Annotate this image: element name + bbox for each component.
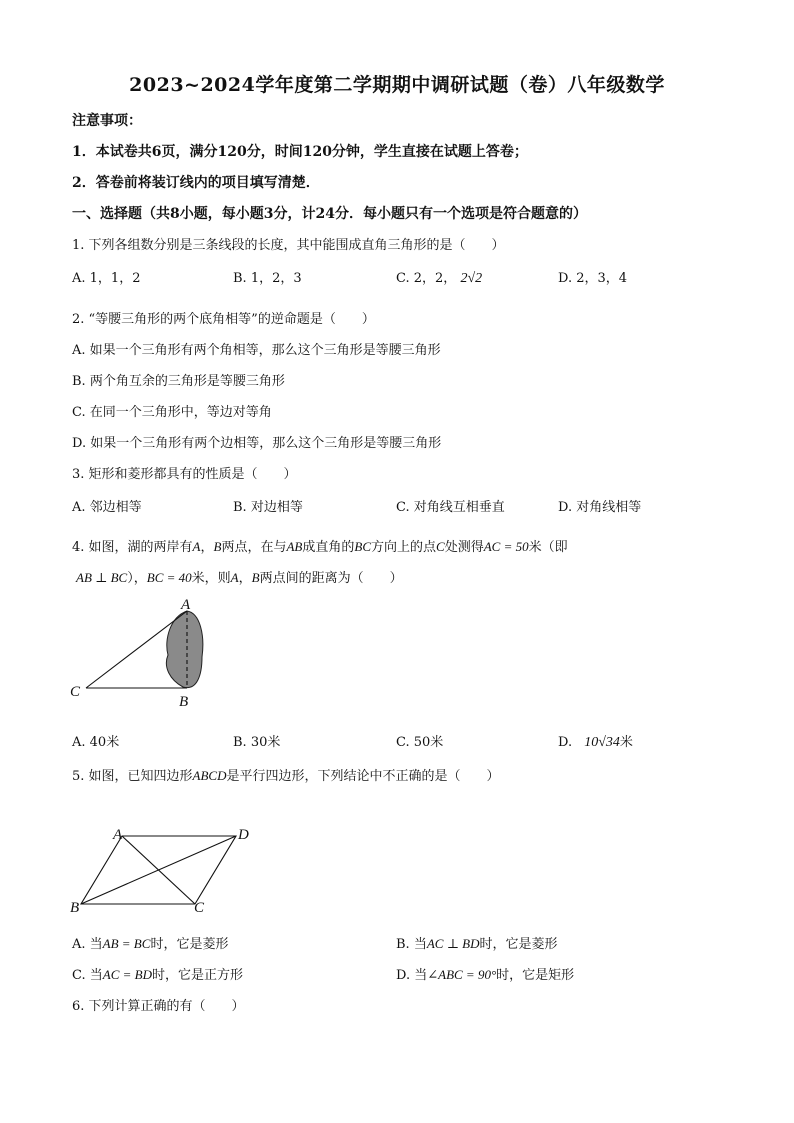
- question-4-stem-line-1: [72, 536, 568, 555]
- math-ABCD: ABCD: [192, 768, 227, 783]
- stem-text: 米（即: [528, 540, 568, 555]
- option-text: B. 当: [396, 937, 427, 952]
- question-5-stem: [72, 765, 500, 784]
- notice-item-1: 1．本试卷共6页，满分120分，时间120分钟，学生直接在试题上答卷；: [72, 144, 528, 160]
- stem-text: ），: [127, 571, 147, 586]
- question-3-option-c: C. 对角线互相垂直: [396, 500, 505, 515]
- math-perpendicular: AB ⊥ BC: [76, 570, 128, 585]
- question-1-option-b: B. 1，2，3: [233, 271, 302, 286]
- section-heading-choice: 一、选择题（共8小题，每小题3分，计24分．每小题只有一个选项是符合题意的）: [72, 206, 587, 222]
- stem-text: 两点，在与: [221, 540, 287, 555]
- math-A: A: [192, 539, 201, 554]
- option-text: A. 当: [72, 937, 103, 952]
- question-3-stem: 3. 矩形和菱形都具有的性质是（ ）: [72, 467, 297, 482]
- stem-text: 4. 如图，湖的两岸有: [72, 540, 193, 555]
- option-text: D. 当: [396, 968, 428, 983]
- option-d-label: D.: [558, 735, 573, 750]
- option-d-unit: 米: [619, 735, 633, 750]
- diagonal-bd: [81, 836, 236, 904]
- option-math: AB = BC: [102, 936, 151, 951]
- option-text: C. 当: [72, 968, 103, 983]
- question-5-option-d: [396, 964, 574, 983]
- question-4-option-a: A. 40米: [72, 735, 120, 750]
- question-4-option-d: [558, 731, 633, 751]
- question-5-option-b: [396, 933, 558, 952]
- stem-text: 米，则: [191, 571, 231, 586]
- question-3-option-b: B. 对边相等: [233, 500, 303, 515]
- question-2-option-d: D. 如果一个三角形有两个边相等，那么这个三角形是等腰三角形: [72, 436, 442, 451]
- notice-item-2: 2．答卷前将装订线内的项目填写清楚．: [72, 175, 320, 191]
- math-BC: BC: [354, 539, 372, 554]
- math-ac-length: AC = 50: [483, 539, 529, 554]
- question-3-option-a: A. 邻边相等: [72, 500, 142, 515]
- label-C: C: [70, 684, 81, 700]
- question-1-stem: 1. 下列各组数分别是三条线段的长度，其中能围成直角三角形的是（ ）: [72, 238, 505, 253]
- question-2-option-a: A. 如果一个三角形有两个角相等，那么这个三角形是等腰三角形: [72, 343, 441, 358]
- math-AB: AB: [286, 539, 303, 554]
- math-A: A: [230, 570, 239, 585]
- question-1-option-a: A. 1，1，2: [72, 271, 141, 286]
- label-A: A: [181, 597, 191, 613]
- option-d-math: 10√34: [584, 735, 620, 750]
- question-4-option-b: B. 30米: [233, 735, 281, 750]
- math-bc-length: BC = 40: [146, 570, 192, 585]
- stem-text: 成直角的: [302, 540, 355, 555]
- page-title: 2023~2024学年度第二学期期中调研试题（卷）八年级数学: [129, 74, 665, 96]
- option-math: AC = BD: [102, 967, 152, 982]
- stem-text: 5. 如图，已知四边形: [72, 769, 193, 784]
- question-5-option-a: [72, 933, 228, 952]
- math-B: B: [251, 570, 260, 585]
- option-text: 时，它是正方形: [151, 968, 243, 983]
- question-4-option-c: C. 50米: [396, 735, 444, 750]
- question-4-stem-line-2: [76, 567, 403, 586]
- label-D: D: [238, 827, 249, 843]
- option-text: 时，它是矩形: [496, 968, 575, 983]
- label-A: A: [113, 827, 123, 843]
- lake-triangle-figure: [60, 595, 230, 715]
- notice-heading: 注意事项：: [72, 113, 142, 129]
- option-c-text: C. 2，2，: [396, 271, 457, 286]
- option-math: AC ⊥ BD: [426, 936, 480, 951]
- question-2-stem: 2. “等腰三角形的两个底角相等”的逆命题是（ ）: [72, 312, 375, 327]
- question-5-option-c: [72, 964, 243, 983]
- option-text: 时，它是菱形: [479, 937, 558, 952]
- parallelogram-figure: [60, 820, 260, 920]
- math-B: B: [213, 539, 222, 554]
- stem-text: ，: [238, 571, 252, 586]
- question-2-option-b: B. 两个角互余的三角形是等腰三角形: [72, 374, 285, 389]
- question-6-stem: 6. 下列计算正确的有（ ）: [72, 999, 245, 1014]
- question-3-option-d: D. 对角线相等: [558, 500, 642, 515]
- stem-text: 是平行四边形，下列结论中不正确的是（ ）: [226, 769, 500, 784]
- option-text: 时，它是菱形: [150, 937, 229, 952]
- math-C: C: [436, 539, 445, 554]
- label-C: C: [194, 900, 205, 916]
- option-c-math: 2√2: [460, 271, 483, 286]
- question-1-option-c: [396, 267, 482, 287]
- label-B: B: [70, 900, 80, 916]
- question-2-option-c: C. 在同一个三角形中，等边对等角: [72, 405, 272, 420]
- stem-text: 方向上的点: [371, 540, 437, 555]
- option-math: ∠ABC = 90°: [427, 967, 497, 982]
- stem-text: 处测得: [444, 540, 484, 555]
- stem-text: 两点间的距离为（ ）: [259, 571, 403, 586]
- question-1-option-d: D. 2，3，4: [558, 271, 628, 286]
- stem-text: ，: [200, 540, 214, 555]
- label-B: B: [179, 694, 189, 710]
